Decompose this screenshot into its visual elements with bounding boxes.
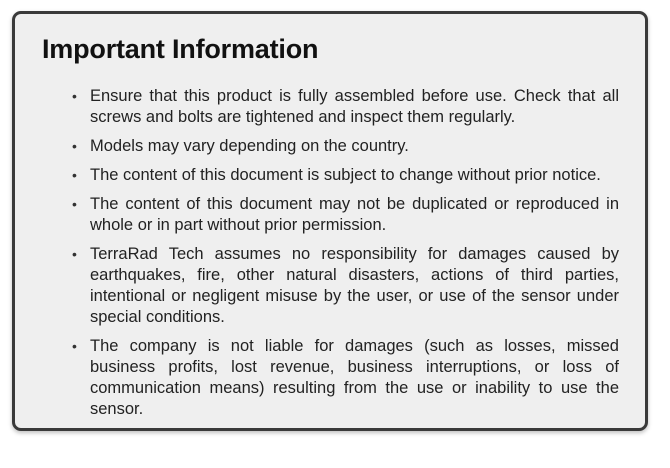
list-item-text: Models may vary depending on the country. [90, 137, 409, 155]
list-item [15, 136, 645, 157]
list-item-text: The company is not liable for damages (such as losses, missed business profits, lost revenue, business interruptions, or loss of communication means) resulting from the use or inability to use the sensor. [90, 337, 619, 418]
important-information-box [12, 11, 648, 431]
notice-list [15, 86, 645, 428]
list-item [15, 194, 645, 236]
bullet-icon: • [72, 196, 77, 212]
bullet-icon: • [72, 88, 77, 104]
list-item-text: TerraRad Tech assumes no responsibility for damages caused by earthquakes, fire, other natural disasters, actions of third parties, intentional or negligent misuse by the user, or use of the sensor under special conditions. [90, 245, 619, 326]
bullet-icon: • [72, 338, 77, 354]
bullet-icon: • [72, 246, 77, 262]
list-item-text: The content of this document may not be duplicated or reproduced in whole or in part without prior permission. [90, 195, 619, 234]
list-item [15, 86, 645, 128]
bullet-icon: • [72, 167, 77, 183]
list-item [15, 336, 645, 420]
notice-title: Important Information [42, 34, 319, 64]
list-item-text: Ensure that this product is fully assembled before use. Check that all screws and bolts are tightened and inspect them regularly. [90, 87, 619, 126]
list-item-text: The content of this document is subject to change without prior notice. [90, 166, 601, 184]
list-item [15, 165, 645, 186]
list-item [15, 244, 645, 328]
bullet-icon: • [72, 138, 77, 154]
